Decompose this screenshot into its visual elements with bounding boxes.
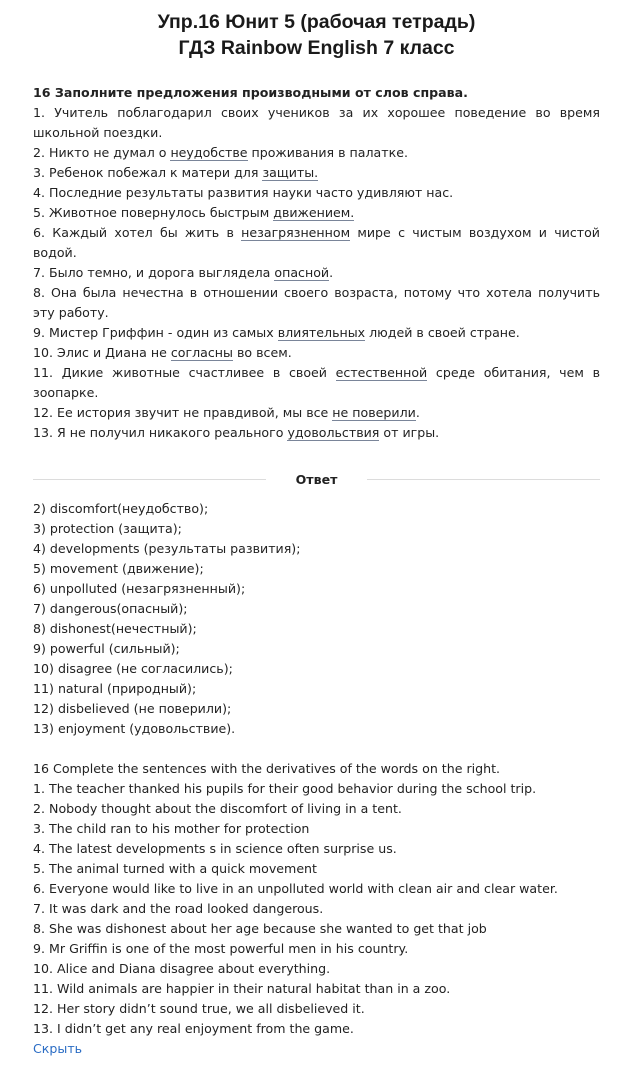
sentence-text: людей в своей стране. [365,325,520,340]
sentence-text: 6. Каждый хотел бы жить в [33,225,242,240]
sentence-text: мире с чистым воздухом и чистой водой. [33,225,600,260]
sentence-text: среде обитания, чем в зоопарке. [33,365,600,400]
divider-line-right [367,479,600,480]
task-russian [33,83,600,443]
sentence-text: 10. Элис и Диана не [33,345,171,360]
task-sentence [33,263,600,283]
answer-item: 6) unpolluted (незагрязненный); [33,581,246,596]
answer-item: 11) natural (природный); [33,681,197,696]
task-sentence [33,143,600,163]
underlined-word: неудобстве [170,145,248,160]
sentence-text: проживания в палатке. [247,145,408,160]
answer-item: 13) enjoyment (удовольствие). [33,721,236,736]
english-sentence: 10. Alice and Diana disagree about everything. [33,961,331,976]
title-line-1: Упр.16 Юнит 5 (рабочая тетрадь) [157,11,476,33]
answer-item: 8) dishonest(нечестный); [33,621,197,636]
sentence-text: 2. Никто не думал о [33,145,171,160]
english-sentence: 2. Nobody thought about the discomfort of living in a tent. [33,801,402,816]
sentence-text: 13. Я не получил никакого реального [33,425,288,440]
underlined-word: влиятельных [277,325,366,340]
sentence-text: . [329,265,334,280]
underlined-word: не поверили [332,405,416,420]
answer-item: 3) protection (защита); [33,521,182,536]
english-sentence: 7. It was dark and the road looked dangerous. [33,901,324,916]
sentence-text: . [415,405,420,420]
underlined-word: естественной [335,365,428,380]
sentence-text: во всем. [232,345,292,360]
sentence-text: 8. Она была нечестна в отношении своего возраста, потому что хотела получить эту работу. [33,285,600,320]
english-sentence: 8. She was dishonest about her age because she wanted to get that job [33,921,487,936]
english-sentence: 13. I didn’t get any real enjoyment from the game. [33,1021,354,1036]
answer-item: 10) disagree (не согласились); [33,661,233,676]
underlined-word: движением. [273,205,355,220]
english-sentence: 5. The animal turned with a quick movement [33,861,317,876]
english-heading: 16 Complete the sentences with the derivatives of the words on the right. [33,761,501,776]
sentence-text: 4. Последние результаты развития науки часто удивляют нас. [33,185,454,200]
task-sentence [33,183,600,203]
task-heading: 16 Заполните предложения производными от слов справа. [33,85,468,100]
english-sentence: 3. The child ran to his mother for protection [33,821,310,836]
task-sentence [33,323,600,343]
task-sentence [33,423,600,443]
task-sentence [33,163,600,183]
sentence-text: 5. Животное повернулось быстрым [33,205,274,220]
underlined-word: согласны [170,345,233,360]
answer-label: Ответ [295,471,338,487]
underlined-word: незагрязненном [241,225,351,240]
answers-list [33,499,600,739]
task-sentence [33,343,600,363]
english-sentence: 11. Wild animals are happier in their natural habitat than in a zoo. [33,981,451,996]
english-sentence: 6. Everyone would like to live in an unpolluted world with clean air and clear water. [33,881,558,896]
answer-item: 12) disbelieved (не поверили); [33,701,232,716]
english-sentence: 4. The latest developments s in science often surprise us. [33,841,397,856]
sentence-text: от игры. [379,425,440,440]
task-sentence [33,203,600,223]
title-line-2: ГДЗ Rainbow English 7 класс [178,37,455,59]
divider-line-left [33,479,266,480]
english-sentence: 9. Mr Griffin is one of the most powerful men in his country. [33,941,409,956]
sentence-text: 3. Ребенок побежал к матери для [33,165,263,180]
task-sentence [33,403,600,423]
sentence-text: 1. Учитель поблагодарил своих учеников за их хорошее поведение во время школьной поездки. [33,105,600,140]
english-sentence: 12. Her story didn’t sound true, we all disbelieved it. [33,1001,365,1016]
hide-link[interactable]: Скрыть [33,1041,83,1056]
task-sentence [33,363,600,403]
answer-item: 4) developments (результаты развития); [33,541,301,556]
underlined-word: удовольствия [287,425,380,440]
answer-divider [33,469,600,489]
sentence-text: 9. Мистер Гриффин - один из самых [33,325,278,340]
underlined-word: опасной [274,265,330,280]
english-sentence: 1. The teacher thanked his pupils for their good behavior during the school trip. [33,781,537,796]
english-sentences [33,759,600,1039]
answer-item: 9) powerful (сильный); [33,641,180,656]
page-title [33,0,600,61]
answer-item: 2) discomfort(неудобство); [33,501,209,516]
sentence-text: 11. Дикие животные счастливее в своей [33,365,336,380]
sentence-text: 12. Ее история звучит не правдивой, мы все [33,405,333,420]
answer-item: 5) movement (движение); [33,561,204,576]
task-sentence-list [33,103,600,443]
answer-item: 7) dangerous(опасный); [33,601,188,616]
task-sentence [33,283,600,323]
underlined-word: защиты. [262,165,319,180]
task-sentence [33,103,600,143]
sentence-text: 7. Было темно, и дорога выглядела [33,265,275,280]
task-sentence [33,223,600,263]
